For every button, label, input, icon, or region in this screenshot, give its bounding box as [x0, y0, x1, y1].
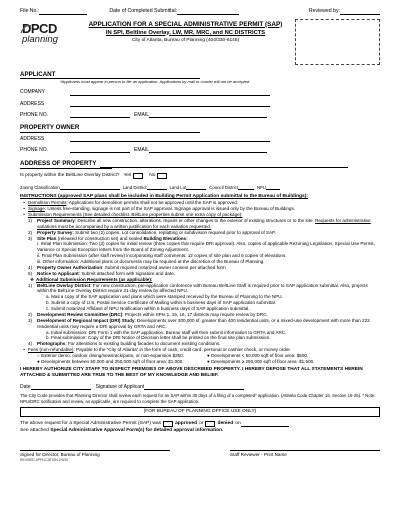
beltline-a: a. Mail a copy of the SAP application and plans which were stamped received by the Bureau of Planning to the NPU.: [46, 294, 283, 300]
beltline-no-checkbox[interactable]: [157, 173, 167, 179]
signature-field[interactable]: [144, 384, 244, 390]
denied-label: denied: [217, 421, 234, 427]
req-site-plan: 3) Site Plan (released for construction set) and sealed Building Elevations:: [28, 235, 188, 241]
drc-key: Development Review Committee (DRC): [37, 311, 123, 317]
project-summary-key: Project Summary: [37, 217, 75, 223]
instructions-heading: INSTRUCTIONS (approved SAP plans shall be included in Building Permit Application submittal to the Bureau of Buildings):: [20, 194, 309, 199]
req-project-summary: 1) Project Summary: Describe all new construction, alterations, repairs or other changes to the exterior of existing structures or to the site. Requests for administrative variations must be accompanied by a written justification for each variation requested.: [28, 217, 371, 229]
owner-heading: PROPERTY OWNER: [20, 124, 80, 131]
approved-label: approved: [175, 421, 198, 427]
see-attached-note: See attached Special Administrative Approval Form(s) for detailed approval information.: [20, 428, 224, 434]
fees-row: • Fees (non-refundable): Payable to the "City of Atlanta" in the form of cash, credit card, personal or cashier check, or money order.: [23, 347, 291, 353]
signature-label: Signature of Applicant: [95, 384, 145, 391]
project-summary-note: Requests for administrative variations must be accompanied by a written justification for each variation requested.: [37, 217, 371, 229]
zoning-row: [20, 184, 380, 190]
property-rule: [20, 168, 112, 169]
form-agency: City of Atlanta, Bureau of Planning (404/330-6145): [131, 37, 240, 43]
property-heading: ADDRESS OF PROPERTY: [20, 160, 97, 168]
additional-requirements-heading-row: ❖ Additional Submission Requirements (as applicable):: [29, 276, 153, 282]
office-use-label: (FOR BUREAU OF PLANNING OFFICE USE ONLY): [143, 409, 257, 415]
or-label: or: [199, 421, 204, 427]
site-plan-initial: i. Initial Plan Submission: Two (2) copies for initial review (three copies that require DRI approval). Also, copies of applicable Rezoning Legislation, Special Use Permit, Variance or Special Exception letters from the Board of Zoning Adjustment.: [37, 241, 375, 253]
decision-date-field[interactable]: [241, 421, 289, 427]
instruction-submission: • Submission Requirements (See detailed checklist. BeltLine properties submit one extra copy of package):: [23, 212, 243, 218]
add-photographs: 4) Photographs: For alterations to existing building facades to document existing conditions.: [28, 341, 221, 347]
date-submittal-field[interactable]: [177, 9, 239, 15]
instruction-signage: • Signage: Unless free-standing, signage is not part of the SAP approval. Signage approval is issued only by the Bureau of Buildings.: [23, 206, 296, 212]
beltline-question: Is property within the BeltLine Overlay District?: [20, 173, 120, 179]
file-no-label: File No.:: [20, 8, 40, 14]
applicant-company-row: [20, 89, 380, 95]
property-address-field[interactable]: [100, 162, 348, 168]
owner-email-field[interactable]: [149, 147, 267, 153]
applicant-note: *Applicants must appear in person to file an application. Applications by mail or courier will not be accepted.: [60, 79, 251, 85]
reviewed-by-field[interactable]: [340, 9, 380, 15]
phone-label: PHONE NO.: [20, 111, 49, 118]
logo-text-sub: planning: [22, 33, 58, 45]
signage-key: Signage: [28, 206, 45, 212]
req-owner-authorization: 4) Property Owner Authorization: Submit required notarized owner consent per attached form: [28, 264, 226, 270]
survey-key: Property Survey: [37, 229, 73, 235]
elevations-key: Building Elevations:: [143, 235, 188, 241]
reviewed-by-label: Reviewed by:: [308, 8, 340, 14]
fees-key: Fees (non-refundable): [28, 347, 74, 353]
owner-rule: [20, 132, 200, 133]
applicant-email-field[interactable]: [149, 112, 267, 118]
header-meta-row: [20, 8, 380, 15]
fees-text: : Payable to the "City of Atlanta" in the form of cash, credit card, personal or cashier check, or money order.: [73, 347, 291, 353]
applicant-section: [20, 71, 380, 119]
owner-email-label: EMAIL: [134, 147, 150, 153]
dri-b: b. Final submission: Copy of the DRI Notice of Decision letter shall be printed on the final site plan submission.: [46, 335, 271, 341]
beltline-no-label: No: [149, 173, 156, 179]
applicant-address-field[interactable]: [70, 101, 270, 107]
notice-text: : Submit attached form with signature and date.: [78, 270, 175, 276]
date-submittal-label: Date of Completed Submittal:: [109, 8, 178, 14]
date-label: Date: [20, 384, 31, 391]
owner-auth-text: : Submit required notarized owner consent per attached form: [102, 264, 226, 270]
npu-label: NPU: [256, 184, 267, 190]
date-field[interactable]: [31, 384, 91, 390]
denied-checkbox[interactable]: [205, 421, 215, 427]
site-plan-final: ii. Final Plan Submission (after staff review) incorporating staff comments: 12 copies of site plan and 6 copies of elevations.: [37, 253, 287, 259]
director-signature-line: Signed for Director, Bureau of Planning: [20, 450, 170, 458]
authorization-statement: I HEREBY AUTHORIZE CITY STAFF TO INSPECT PREMISES OF ABOVE DESCRIBED PROPERTY. I HEREBY DEPOSE THAT ALL STATEMENTS HEREIN ATTACHED & SUBMITTED ARE TRUE TO THE BEST OF MY KNOWLEDGE AND BELIEF.: [20, 366, 363, 378]
approved-checkbox[interactable]: [163, 421, 173, 427]
site-plan-key: Site Plan: [37, 235, 57, 241]
survey-text: : Submit two (2) copies. Lot consolidation, replatting or subdivision required prior to approval of SAP.: [72, 229, 276, 235]
approval-text: The above request for a Special Administrative Permit (SAP) was: [20, 421, 162, 427]
zoning-field[interactable]: [60, 184, 120, 190]
council-label: Council District: [209, 184, 238, 190]
owner-phone-row: [20, 147, 380, 153]
on-label: on: [235, 421, 241, 427]
applicant-phone-row: [20, 112, 380, 118]
dri-text: : Developments over 300,000 sf, greater than 400 residential units, or a mixed-use development with more than 222 residential units may require a DRI approval by GRTA and ARC.: [37, 317, 370, 329]
instructions-section: [20, 194, 380, 365]
beltline-yes-checkbox[interactable]: [133, 173, 143, 179]
demolition-key: Demolition Permits: [28, 200, 67, 206]
submission-heading: Submission Requirements (See detailed checklist. BeltLine properties submit one extra copy of package):: [28, 212, 243, 218]
owner-address-label: ADDRESS: [20, 135, 45, 142]
form-title-block: [82, 19, 289, 71]
project-summary-text: : Describe all new construction, alterations, repairs or other changes to the exterior of existing structures or to the site.: [74, 217, 314, 223]
owner-auth-key: Property Owner Authorization: [37, 264, 103, 270]
company-field[interactable]: [70, 90, 270, 96]
form-header: [20, 19, 380, 71]
owner-section: [20, 124, 380, 153]
demolition-text: : Applications for demolition permits shall not be approved until the SAP is approved.: [66, 200, 239, 206]
add-dri: 3) Development of Regional Impact (DRI) Study: Developments over 300,000 sf, greater than 400 residential units, or a mixed-use development with more than 222 residential units may require a DRI approval by GRTA and ARC.: [28, 317, 370, 329]
photographs-text: : For alterations to existing building facades to document existing conditions.: [65, 341, 221, 347]
beltline-question-row: [20, 173, 380, 179]
fee-item-4: ● Developments ≥ 250,000 sqft of floor area: $1,500.: [207, 358, 315, 364]
drc-text: : Projects within SPIs 1, 15, 16, 17 districts may require review by DRC.: [122, 311, 268, 317]
add-beltline: 1) BeltLine Overlay District: For new construction, pre-application conference with Bureau BeltLine Staff is required prior to SAP application submittal. Also, projects within the BeltLine Overlay District require 21-day review by affected NPU.: [28, 282, 368, 294]
photographs-key: Photographs: [37, 341, 66, 347]
form-title: APPLICATION FOR A SPECIAL ADMINISTRATIVE PERMIT (SAP): [88, 20, 283, 28]
file-no-field[interactable]: [39, 9, 87, 15]
see-attached-text: Special Administrative Approval Form(s) for detailed approval information.: [50, 428, 224, 434]
owner-phone-field[interactable]: [70, 147, 130, 153]
owner-address-field[interactable]: [70, 136, 270, 142]
beltline-key: BeltLine Overlay District: [37, 282, 91, 288]
beltline-b: b. Submit a copy of U.S. Postal Service Certificate of Mailing within 5 business days of SAP application submittal.: [46, 300, 276, 306]
npu-field[interactable]: [266, 184, 280, 190]
notice-key: Notice to Applicant: [37, 270, 79, 276]
dri-a: a. Initial submission: DRI Form 1 with the SAP application. Bureau staff will then submit information to GRTA and ARC.: [46, 329, 287, 335]
zoning-label: Zoning Classification: [20, 184, 60, 190]
owner-phone-label: PHONE NO.: [20, 147, 49, 153]
office-use-box: [20, 407, 380, 417]
beltline-yes-label: Yes: [123, 173, 132, 179]
approval-row: [20, 421, 380, 427]
reviewer-name-line: Staff Reviewer - Print Name: [230, 450, 380, 458]
beltline-c: c. Submit notarized Affidavit of NPU Notification within 5 business days of SAP application submittal.: [46, 306, 250, 312]
site-plan-text: (released for construction set) and sealed: [56, 235, 144, 241]
applicant-signature-row: [20, 384, 380, 390]
company-label: COMPANY: [20, 89, 45, 96]
applicant-heading: APPLICANT: [20, 70, 56, 78]
beltline-text: : For new construction, pre-application conference with Bureau BeltLine Staff is required prior to SAP application submittal. Also, projects within the BeltLine Overlay District require 21-day review by affected NPU.: [37, 282, 368, 294]
applicant-phone-field[interactable]: [70, 112, 130, 118]
req-notice: 5) Notice to Applicant: Submit attached form with signature and date.: [28, 270, 175, 276]
address-label: ADDRESS: [20, 100, 45, 107]
owner-address-row: [20, 136, 380, 142]
land-lot-field[interactable]: [186, 184, 206, 190]
add-drc: 2) Development Review Committee (DRC): Projects within SPIs 1, 15, 16, 17 districts may require review by DRC.: [28, 311, 268, 317]
council-field[interactable]: [238, 184, 254, 190]
instruction-demolition: • Demolition Permits: Applications for demolition permits shall not be approved until the SAP is approved.: [23, 200, 239, 206]
signage-text: : Unless free-standing, signage is not part of the SAP approval. Signage approval is issued only by the Bureau of Buildings.: [44, 206, 296, 212]
fee-2-text: Developments < 50,000 sqft of floor area: $500.: [211, 353, 309, 359]
logo-swoosh-icon: [20, 23, 32, 35]
fee-item-1: ○ Exterior demo, outdoor dining/newsrack/patio, or non-expansion $250.: [37, 353, 185, 359]
fees-row-2: [37, 359, 380, 365]
code-note: The City Code provides that Planning Director shall review each request for an SAP within 30 days of a filing of a completed* application. (Atlanta Code Chapter 16, Section 16-25). * Note: NPU/DRC notification and review, as applicable, are required to complete the SAP application.: [20, 393, 376, 404]
property-address-row: [20, 158, 380, 168]
fee-3-text: Developments between 50,000 and 250,000 sqft of floor area: $1,000.: [41, 358, 184, 364]
dpcd-logo: [20, 20, 82, 71]
fee-item-3: ● Developments between 50,000 and 250,000 sqft of floor area: $1,000.: [37, 358, 184, 364]
fee-1-text: Exterior demo, outdoor dining/newsrack/patio, or non-expansion $250.: [41, 353, 185, 359]
land-lot-label: Land Lot: [169, 184, 187, 190]
office-signature-row: [20, 450, 380, 458]
applicant-address-row: [20, 101, 380, 107]
email-label: EMAIL: [134, 111, 150, 118]
land-district-label: Land District: [122, 184, 147, 190]
property-section: [20, 158, 380, 190]
site-plan-other: iii. Other information: Additional plans or documents may be required at the discretion of the Bureau of Planning.: [37, 259, 265, 265]
land-district-field[interactable]: [147, 184, 167, 190]
dri-key: Development of Regional Impact (DRI) Study: [37, 317, 135, 323]
req-property-survey: 2) Property Survey: Submit two (2) copies. Lot consolidation, replatting or subdivision required prior to approval of SAP.: [28, 229, 276, 235]
fee-4-text: Developments ≥ 250,000 sqft of floor area: $1,500.: [211, 358, 315, 364]
received-stamp-box: [295, 19, 380, 65]
form-subtitle: IN SPI, Beltline Overlay, LW, MR, MRC, and NC DISTRICTS: [105, 29, 266, 36]
fee-item-2: ● Developments < 50,000 sqft of floor area: $500.: [207, 353, 309, 359]
revision-label: REVISED APPLICATION 2/3/10: [20, 458, 69, 463]
additional-requirements-heading: Additional Submission Requirements (as applicable):: [36, 276, 153, 282]
logo-text-main: DPCD: [22, 20, 57, 36]
